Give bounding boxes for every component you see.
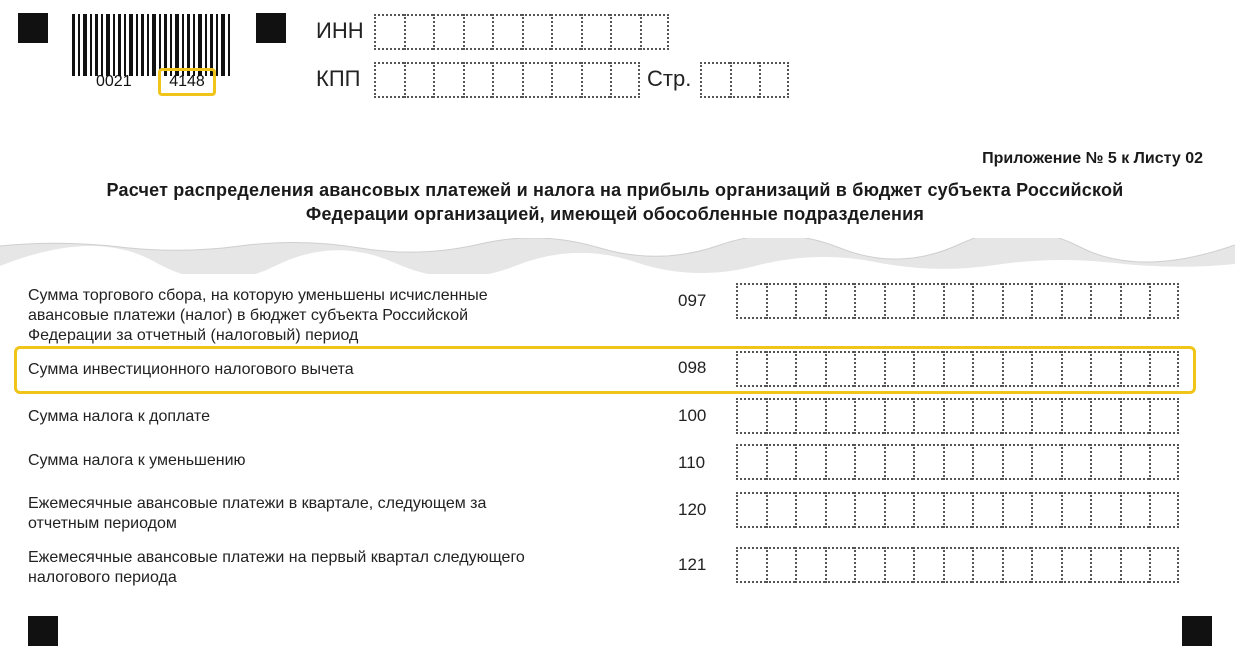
row-110-label: Сумма налога к уменьшению [28,452,246,469]
barcode [72,14,232,76]
barcode-number-highlighted: 4148 [158,68,216,96]
row-098-code: 098 [678,358,707,377]
kpp-cells[interactable] [374,62,640,98]
inn-label: ИНН [316,18,364,43]
row-100-label: Сумма налога к доплате [28,408,210,425]
corner-marker-top-right [256,13,286,43]
row-121-cells[interactable] [736,547,1179,583]
page-cells[interactable] [700,62,789,98]
row-121-code: 121 [678,555,707,574]
corner-marker-bottom-left [28,616,58,646]
row-098-label: Сумма инвестиционного налогового вычета [28,361,354,378]
row-110-code: 110 [678,453,706,472]
corner-marker-top-left [18,13,48,43]
corner-marker-bottom-right [1182,616,1212,646]
form-title-line-2: Федерации организацией, имеющей обособленные подразделения [305,204,925,224]
torn-page-divider [0,238,1235,274]
inn-cells[interactable] [374,14,669,50]
form-title-line-1: Расчет распределения авансовых платежей и налога на прибыль организаций в бюджет субъекта Российской [106,180,1124,200]
row-097-label: Сумма торгового сбора, на которую уменьшены исчисленные авансовые платежи (налог) в бюджет субъекта Российской Федерации за отчетный (налоговый) период [28,287,488,344]
row-120-cells[interactable] [736,492,1179,528]
row-097-cells[interactable] [736,283,1179,319]
row-110-cells[interactable] [736,444,1179,480]
row-100-code: 100 [678,406,707,425]
kpp-label: КПП [316,66,361,91]
row-120-code: 120 [678,500,707,519]
row-100-cells[interactable] [736,398,1179,434]
barcode-prefix: 0021 [96,73,132,90]
row-097-code: 097 [678,291,707,310]
page-label: Стр. [647,66,692,91]
row-098-highlight [14,346,1196,394]
row-120-label: Ежемесячные авансовые платежи в квартале, следующем за отчетным периодом [28,495,487,532]
appendix-label: Приложение № 5 к Листу 02 [982,150,1203,167]
row-121-label: Ежемесячные авансовые платежи на первый квартал следующего налогового периода [28,549,525,586]
